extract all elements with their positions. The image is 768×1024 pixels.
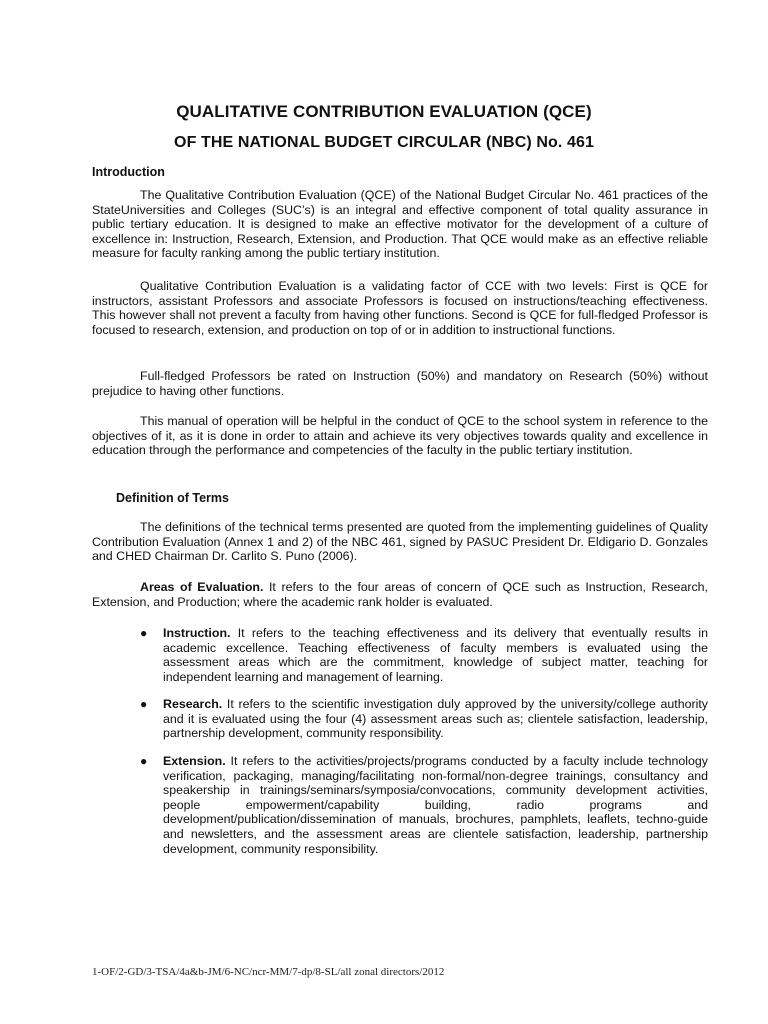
definitions-intro-paragraph: The definitions of the technical terms presented are quoted from the implementing guidelines of Quality Contribution Evaluation (Annex 1 and 2) of the NBC 461, signed by PASUC President Dr. Eldigario D. Gonzales and CHED Chairman Dr. Carlito S. Puno (2006). (92, 520, 708, 564)
introduction-heading: Introduction (92, 165, 165, 179)
bullet-extension: Extension. It refers to the activities/projects/programs conducted by a faculty include technology verification, packaging, managing/facilitating non-formal/non-degree trainings, consultancy and speakership in trainings/seminars/symposia/convocations, community development activities, people empowerment/capability building, radio programs and development/publication/dissemination of manuals, brochures, pamphlets, leaflets, techno-guide and newsletters, and the assessment areas are clientele satisfaction, leadership, partnership development, community responsibility. (163, 754, 708, 856)
bullet-research: Research. It refers to the scientific investigation duly approved by the university/college authority and it is evaluated using the four (4) assessment areas such as; clientele satisfaction, leadership, partnership development, community responsibility. (163, 697, 708, 741)
intro-paragraph-3: Full-fledged Professors be rated on Instruction (50%) and mandatory on Research (50%) without prejudice to having other functions. (92, 369, 708, 398)
intro-paragraph-4: This manual of operation will be helpful in the conduct of QCE to the school system in reference to the objectives of it, as it is done in order to attain and achieve its very objectives towards quality and excellence in education through the performance and competencies of the faculty in the public tertiary institution. (92, 414, 708, 458)
intro-paragraph-1: The Qualitative Contribution Evaluation (QCE) of the National Budget Circular No. 461 practices of the StateUniversities and Colleges (SUC’s) is an integral and effective component of total quality assurance in public tertiary education. It is designed to make an effective motivator for the development of a culture of excellence in: Instruction, Research, Extension, and Production. That QCE would make as an effective reliable measure for faculty ranking among the public tertiary institution. (92, 188, 708, 261)
bullet-instruction: Instruction. It refers to the teaching effectiveness and its delivery that eventually results in academic excellence. Teaching effectiveness of faculty members is evaluated using the assessment areas which are the commitment, knowledge of subject matter, teaching for independent learning and management of learning. (163, 626, 708, 684)
areas-of-evaluation-paragraph: Areas of Evaluation. It refers to the four areas of concern of QCE such as Instruction, Research, Extension, and Production; where the academic rank holder is evaluated. (92, 580, 708, 609)
intro-paragraph-2: Qualitative Contribution Evaluation is a validating factor of CCE with two levels: First is QCE for instructors, assistant Professors and associate Professors is focused on instructions/teaching effectiveness. This however shall not prevent a faculty from having other functions. Second is QCE for full-fledged Professor is focused to research, extension, and production on top of or in addition to instructional functions. (92, 279, 708, 337)
document-subtitle: OF THE NATIONAL BUDGET CIRCULAR (NBC) No. 461 (174, 134, 594, 151)
areas-of-evaluation-term: Areas of Evaluation. (140, 580, 264, 594)
page-footer: 1-OF/2-GD/3-TSA/4a&b-JM/6-NC/ncr-MM/7-dp/8-SL/all zonal directors/2012 (92, 966, 445, 978)
bullet-icon: ● (140, 697, 148, 711)
bullet-icon: ● (140, 626, 148, 640)
bullet-icon: ● (140, 754, 148, 768)
document-title: QUALITATIVE CONTRIBUTION EVALUATION (QCE) (176, 102, 592, 121)
definitions-heading: Definition of Terms (116, 491, 229, 505)
